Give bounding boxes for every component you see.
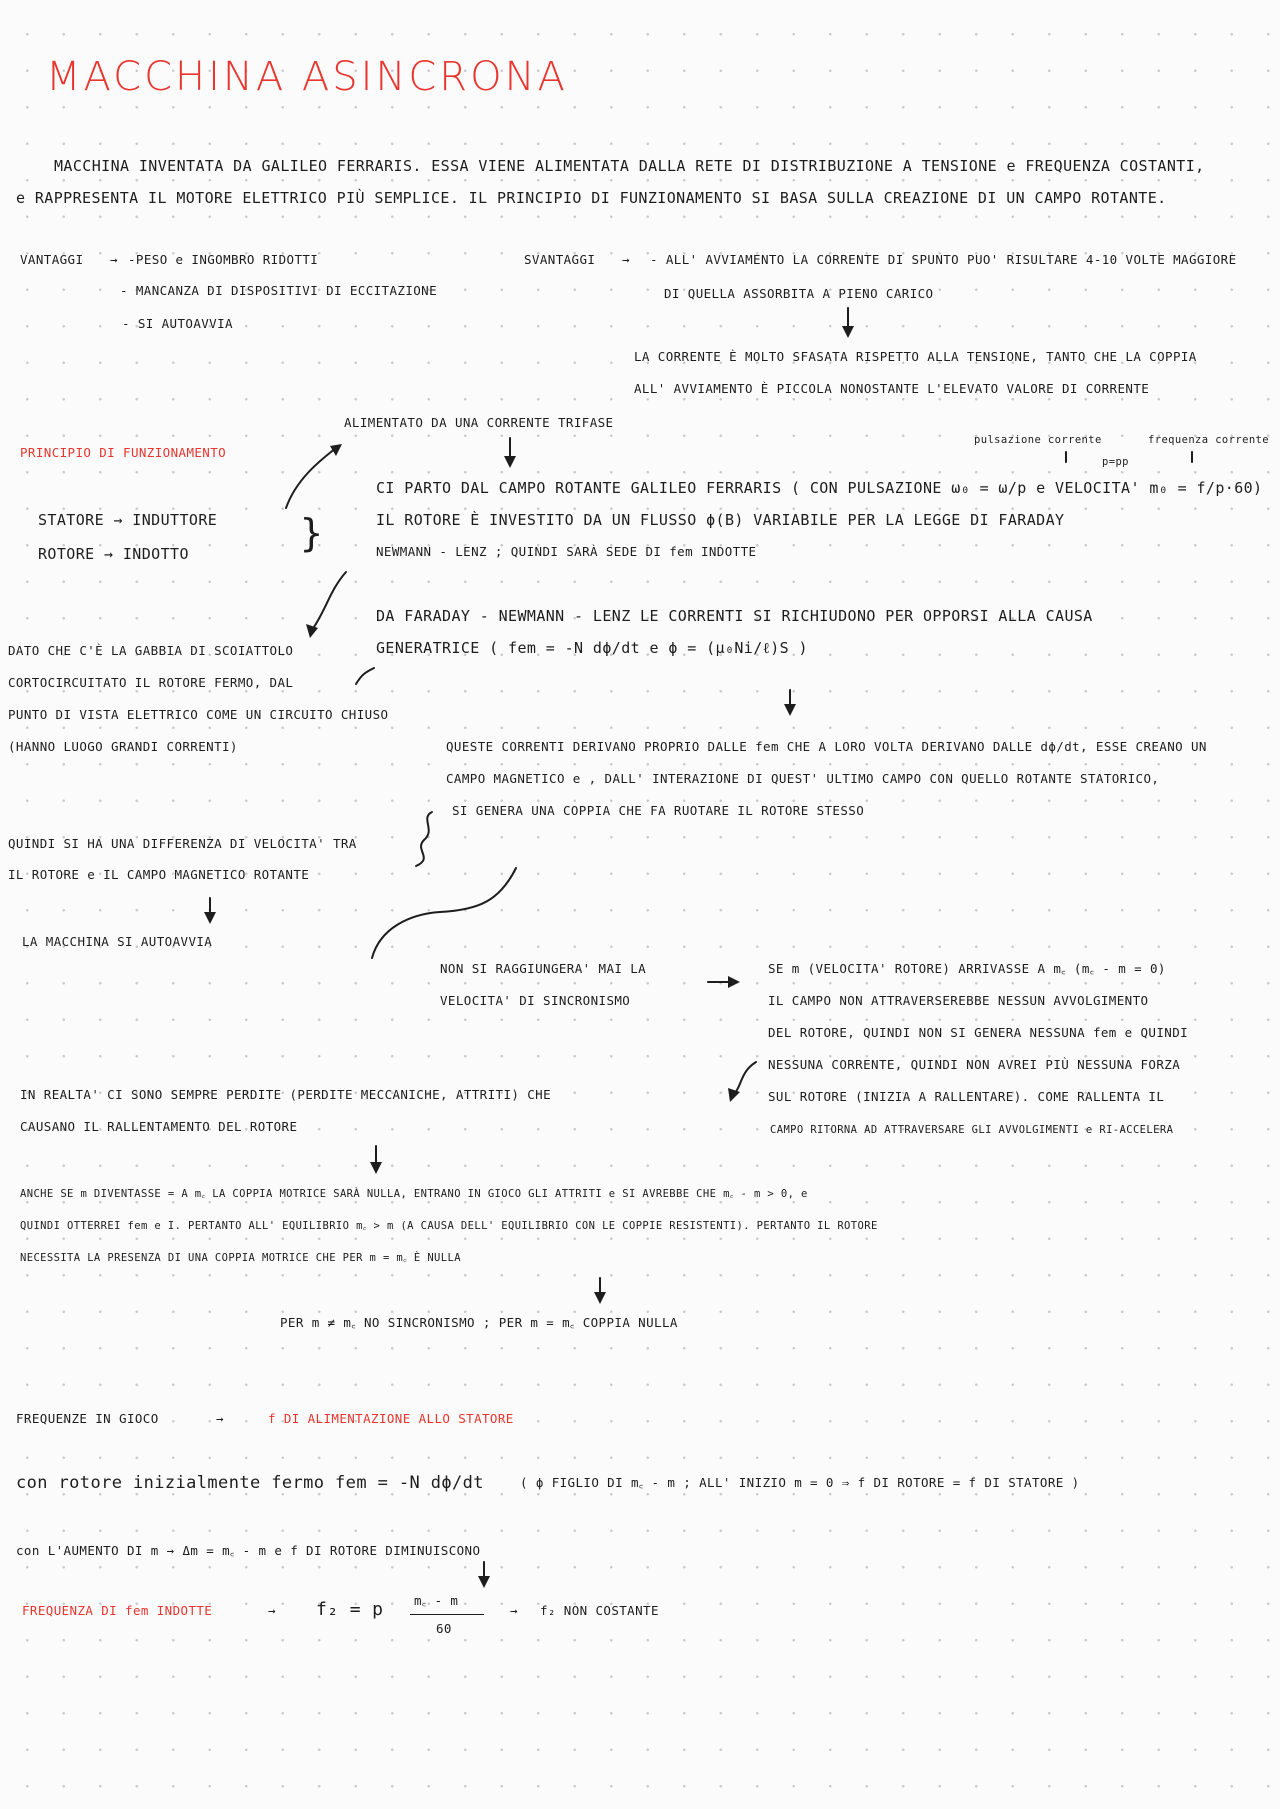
formula-result: f₂ NON COSTANTE bbox=[540, 1603, 659, 1618]
vantaggi-arrow-icon: → bbox=[110, 252, 118, 267]
frequenza-arrow-icon: → bbox=[268, 1603, 276, 1618]
arrow-down-head bbox=[478, 1576, 490, 1588]
vantaggi-item: -PESO e INGOMBRO RIDOTTI bbox=[128, 252, 319, 267]
se-m-line: IL CAMPO NON ATTRAVERSEREBBE NESSUN AVVOLGIMENTO bbox=[768, 993, 1149, 1008]
curve-arrow bbox=[312, 572, 346, 630]
campo-line: NEWMANN - LENZ ; QUINDI SARÀ SEDE DI fem INDOTTE bbox=[376, 544, 757, 559]
gabbia-line: DATO CHE C'È LA GABBIA DI SCOIATTOLO bbox=[8, 643, 294, 658]
arrow-down-head bbox=[842, 326, 854, 338]
frequenza-fem-label: FREQUENZA DI fem INDOTTE bbox=[22, 1603, 213, 1618]
faraday-line: DA FARADAY - NEWMANN - LENZ LE CORRENTI SI RICHIUDONO PER OPPORSI ALLA CAUSA bbox=[376, 607, 1093, 625]
correnti-line: CAMPO MAGNETICO e , DALL' INTERAZIONE DI QUEST' ULTIMO CAMPO CON QUELLO ROTANTE STATORICO, bbox=[446, 771, 1160, 786]
annotation-pulsazione: pulsazione corrente bbox=[974, 434, 1102, 446]
perdite-line: CAUSANO IL RALLENTAMENTO DEL ROTORE bbox=[20, 1119, 298, 1134]
se-m-line: NESSUNA CORRENTE, QUINDI NON AVREI PIÙ NESSUNA FORZA bbox=[768, 1057, 1181, 1072]
per-m-line: PER m ≠ m꜀ NO SINCRONISMO ; PER m = m꜀ COPPIA NULLA bbox=[280, 1315, 678, 1330]
curve-arrow-head bbox=[306, 624, 318, 638]
frequenze-arrow-icon: → bbox=[216, 1411, 224, 1426]
frequenze-label: FREQUENZE IN GIOCO bbox=[16, 1411, 159, 1426]
svantaggi-label: SVANTAGGI bbox=[524, 252, 596, 267]
svantaggi-line: - ALL' AVVIAMENTO LA CORRENTE DI SPUNTO PUO' RISULTARE 4-10 VOLTE MAGGIORE bbox=[650, 252, 1237, 267]
rotore-fermo-paren: ( ϕ FIGLIO DI m꜀ - m ; ALL' INIZIO m = 0 ⇒ f DI ROTORE = f DI STATORE ) bbox=[520, 1475, 1080, 1490]
faraday-line: GENERATRICE ( fem = -N dϕ/dt e ϕ = (μ₀Ni/ℓ)S ) bbox=[376, 639, 808, 657]
statore-line: STATORE → INDUTTORE bbox=[38, 511, 218, 529]
bracket-curve bbox=[416, 812, 432, 866]
annotation-frequenza: frequenza corrente bbox=[1148, 434, 1269, 446]
gabbia-line: (HANNO LUOGO GRANDI CORRENTI) bbox=[8, 739, 238, 754]
rotore-line: ROTORE → INDOTTO bbox=[38, 545, 189, 563]
se-m-line: SUL ROTORE (INIZIA A RALLENTARE). COME RALLENTA IL bbox=[768, 1089, 1165, 1104]
svantaggi-arrow-icon: → bbox=[622, 252, 630, 267]
brace-icon: } bbox=[300, 511, 324, 555]
intro-line-1: MACCHINA INVENTATA DA GALILEO FERRARIS. ESSA VIENE ALIMENTATA DALLA RETE DI DISTRIBUZIONE A TENSIONE e FREQUENZA COSTANTI, bbox=[54, 157, 1205, 175]
vantaggi-item: - MANCANZA DI DISPOSITIVI DI ECCITAZIONE bbox=[120, 283, 438, 298]
svantaggi-consequence: ALL' AVVIAMENTO È PICCOLA NONOSTANTE L'ELEVATO VALORE DI CORRENTE bbox=[634, 381, 1150, 396]
sincronismo-line: NON SI RAGGIUNGERA' MAI LA bbox=[440, 961, 647, 976]
anche-se-line: QUINDI OTTERREI fem e I. PERTANTO ALL' EQUILIBRIO m꜀ > m (A CAUSA DELL' EQUILIBRIO CON LE COPPIE RESISTENTI). PERTANTO IL ROTORE bbox=[20, 1220, 878, 1232]
curve-arrow bbox=[734, 1062, 756, 1094]
vantaggi-item: - SI AUTOAVVIA bbox=[122, 316, 233, 331]
curve-arrow-head bbox=[330, 444, 342, 456]
page-title: MACCHINA ASINCRONA bbox=[46, 54, 568, 100]
result-arrow-icon: → bbox=[510, 1603, 518, 1618]
gabbia-line: PUNTO DI VISTA ELETTRICO COME UN CIRCUITO CHIUSO bbox=[8, 707, 389, 722]
arrow-down-head bbox=[594, 1292, 606, 1304]
arrow-down-head bbox=[504, 456, 516, 468]
vantaggi-label: VANTAGGI bbox=[20, 252, 84, 267]
arrow-down-head bbox=[204, 912, 216, 924]
arrow-right-head bbox=[728, 976, 740, 988]
svantaggi-line: DI QUELLA ASSORBITA A PIENO CARICO bbox=[664, 286, 934, 301]
principio-heading: PRINCIPIO DI FUNZIONAMENTO bbox=[20, 445, 227, 460]
frequenze-value: f DI ALIMENTAZIONE ALLO STATORE bbox=[268, 1411, 514, 1426]
svantaggi-consequence: LA CORRENTE È MOLTO SFASATA RISPETTO ALLA TENSIONE, TANTO CHE LA COPPIA bbox=[634, 349, 1197, 364]
campo-line: CI PARTO DAL CAMPO ROTANTE GALILEO FERRARIS ( CON PULSAZIONE ω₀ = ω/p e VELOCITA' m₀ = f/p·60) bbox=[376, 479, 1263, 497]
gabbia-line: CORTOCIRCUITATO IL ROTORE FERMO, DAL bbox=[8, 675, 294, 690]
correnti-line: SI GENERA UNA COPPIA CHE FA RUOTARE IL ROTORE STESSO bbox=[452, 803, 865, 818]
se-m-line: SE m (VELOCITA' ROTORE) ARRIVASSE A m꜀ (m꜀ - m = 0) bbox=[768, 961, 1166, 976]
formula-denominator: 60 bbox=[436, 1621, 452, 1636]
rotore-fermo-text: con rotore inizialmente fermo fem = -N dϕ/dt bbox=[16, 1473, 484, 1493]
campo-line: IL ROTORE È INVESTITO DA UN FLUSSO ϕ(B) VARIABILE PER LA LEGGE DI FARADAY bbox=[376, 511, 1065, 529]
se-m-line: DEL ROTORE, QUINDI NON SI GENERA NESSUNA fem e QUINDI bbox=[768, 1025, 1189, 1040]
anche-se-line: ANCHE SE m DIVENTASSE = A m꜀ LA COPPIA MOTRICE SARÀ NULLA, ENTRANO IN GIOCO GLI ATTRITI e SI AVREBBE CHE m꜀ - m > 0, e bbox=[20, 1188, 808, 1200]
autoavvia-line: LA MACCHINA SI AUTOAVVIA bbox=[22, 934, 213, 949]
differenza-line: QUINDI SI HA UNA DIFFERENZA DI VELOCITA' TRA bbox=[8, 836, 357, 851]
se-m-line: CAMPO RITORNA AD ATTRAVERSARE GLI AVVOLGIMENTI e RI-ACCELERA bbox=[770, 1124, 1174, 1136]
arrow-down-head bbox=[370, 1162, 382, 1174]
anche-se-line: NECESSITA LA PRESENZA DI UNA COPPIA MOTRICE CHE PER m = m꜀ È NULLA bbox=[20, 1252, 461, 1264]
differenza-line: IL ROTORE e IL CAMPO MAGNETICO ROTANTE bbox=[8, 867, 310, 882]
alimentato-note: ALIMENTATO DA UNA CORRENTE TRIFASE bbox=[344, 415, 614, 430]
sincronismo-line: VELOCITA' DI SINCRONISMO bbox=[440, 993, 631, 1008]
arrow-down-head bbox=[784, 704, 796, 716]
curve-arrow bbox=[356, 668, 374, 684]
intro-line-2: e RAPPRESENTA IL MOTORE ELETTRICO PIÙ SEMPLICE. IL PRINCIPIO DI FUNZIONAMENTO SI BASA SULLA CREAZIONE DI UN CAMPO ROTANTE. bbox=[16, 189, 1167, 207]
formula-lhs: f₂ = p bbox=[316, 1599, 384, 1620]
perdite-line: IN REALTA' CI SONO SEMPRE PERDITE (PERDITE MECCANICHE, ATTRITI) CHE bbox=[20, 1087, 552, 1102]
curve-arrow-head bbox=[728, 1088, 740, 1102]
annotation-pp: p=pp bbox=[1102, 456, 1129, 468]
aumento-line: con L'AUMENTO DI m → Δm = m꜀ - m e f DI ROTORE DIMINUISCONO bbox=[16, 1543, 481, 1558]
formula-numerator: m꜀ - m bbox=[414, 1593, 459, 1608]
wavy-line bbox=[372, 868, 516, 958]
correnti-line: QUESTE CORRENTI DERIVANO PROPRIO DALLE fem CHE A LORO VOLTA DERIVANO DALLE dϕ/dt, ESSE CREANO UN bbox=[446, 739, 1207, 754]
fraction-bar bbox=[410, 1614, 484, 1615]
curve-arrow bbox=[286, 448, 336, 508]
